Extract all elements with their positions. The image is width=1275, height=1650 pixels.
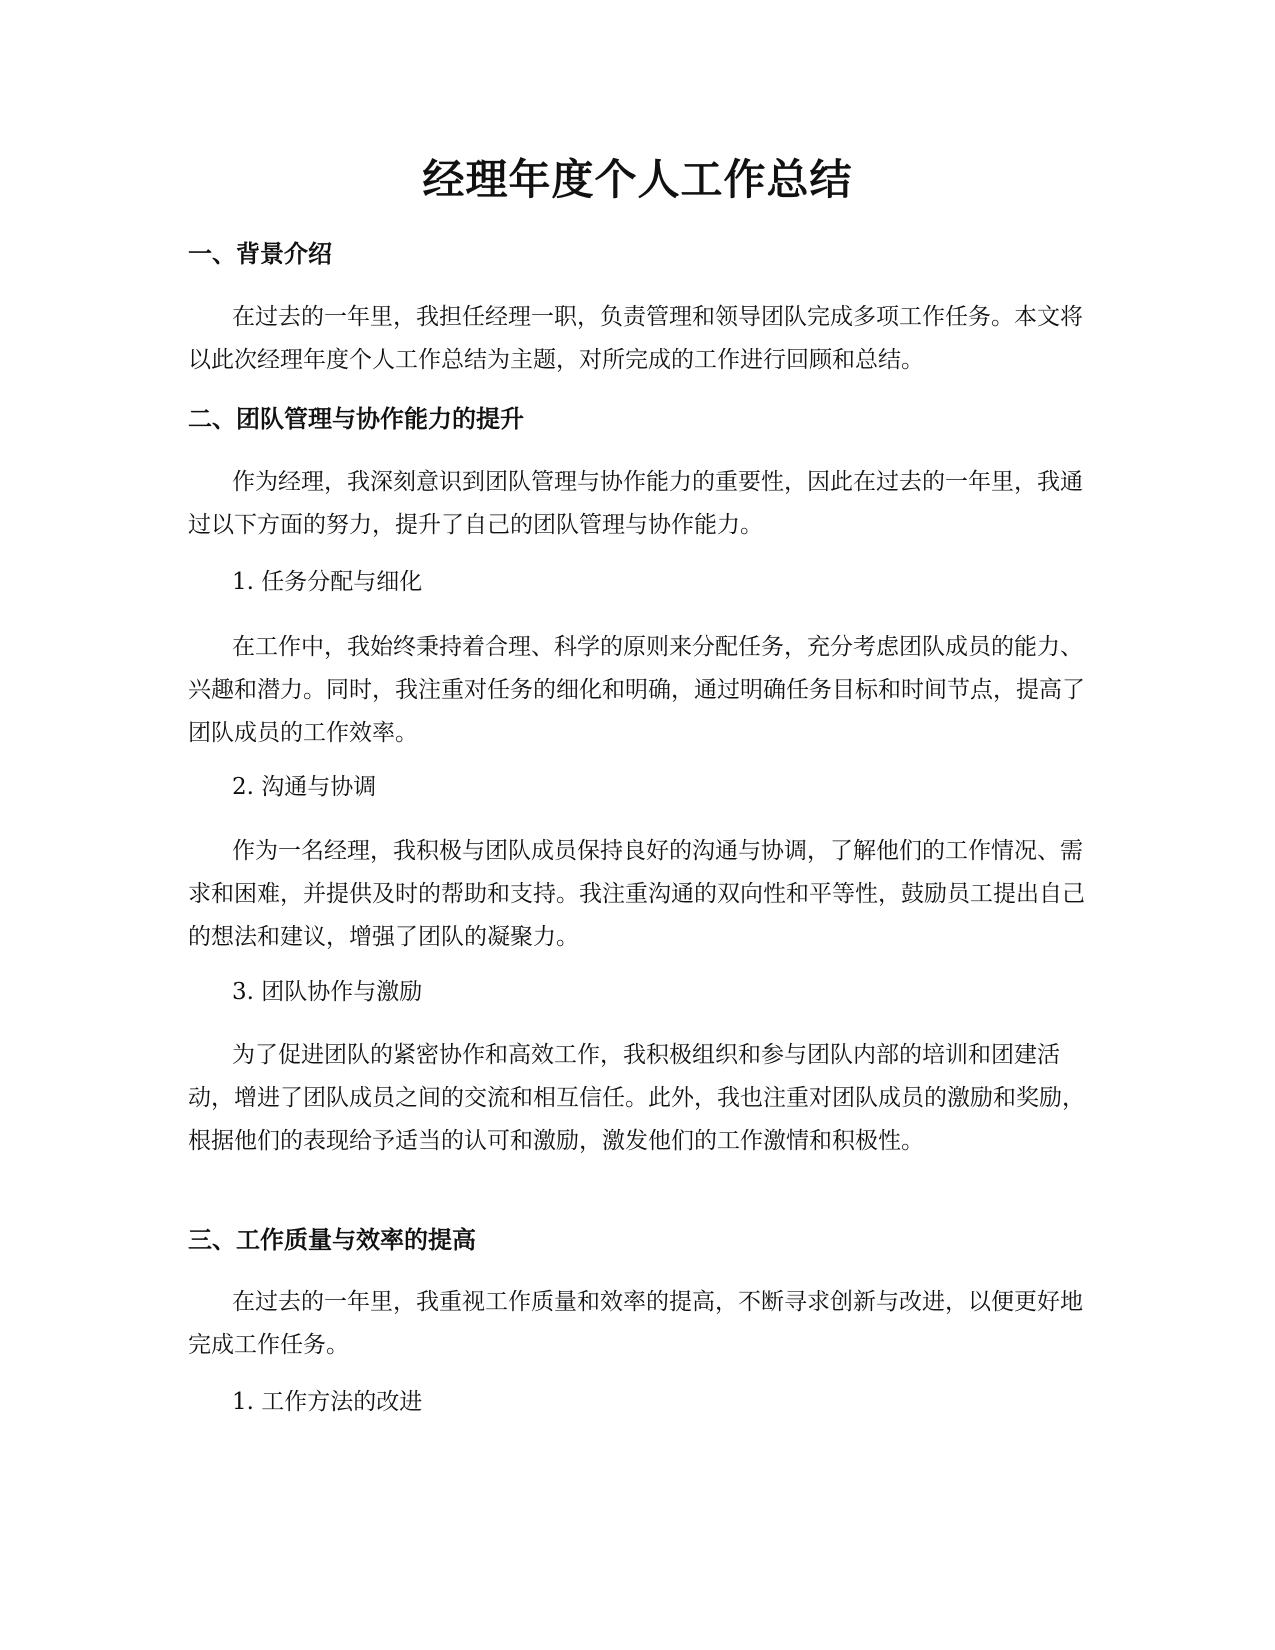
- paragraph: 在过去的一年里，我重视工作质量和效率的提高，不断寻求创新与改进，以便更好地完成工作任务。: [188, 1289, 1083, 1358]
- paragraph: 作为经理，我深刻意识到团队管理与协作能力的重要性，因此在过去的一年里，我通过以下方面的努力，提升了自己的团队管理与协作能力。: [188, 469, 1083, 538]
- paragraph: 作为一名经理，我积极与团队成员保持良好的沟通与协调，了解他们的工作情况、需求和困难，并提供及时的帮助和支持。我注重沟通的双向性和平等性，鼓励员工提出自己的想法和建议，增强了团队的凝聚力。: [188, 838, 1085, 950]
- section-heading: 三、工作质量与效率的提高: [188, 1226, 476, 1254]
- section-heading: 一、背景介绍: [188, 240, 332, 268]
- document-title: 经理年度个人工作总结: [422, 155, 853, 204]
- paragraph: 在过去的一年里，我担任经理一职，负责管理和领导团队完成多项工作任务。本文将以此次经理年度个人工作总结为主题，对所完成的工作进行回顾和总结。: [188, 304, 1083, 373]
- list-item-heading: 2. 沟通与协调: [232, 774, 377, 800]
- paragraph: 为了促进团队的紧密协作和高效工作，我积极组织和参与团队内部的培训和团建活动，增进了团队成员之间的交流和相互信任。此外，我也注重对团队成员的激励和奖励，根据他们的表现给予适当的认可和激励，激发他们的工作激情和积极性。: [188, 1042, 1085, 1154]
- list-item-heading: 3. 团队协作与激励: [232, 979, 423, 1005]
- list-item-heading: 1. 工作方法的改进: [232, 1389, 423, 1415]
- list-item-heading: 1. 任务分配与细化: [232, 569, 423, 595]
- section-heading: 二、团队管理与协作能力的提升: [188, 405, 524, 433]
- paragraph: 在工作中，我始终秉持着合理、科学的原则来分配任务，充分考虑团队成员的能力、兴趣和潜力。同时，我注重对任务的细化和明确，通过明确任务目标和时间节点，提高了团队成员的工作效率。: [188, 634, 1085, 746]
